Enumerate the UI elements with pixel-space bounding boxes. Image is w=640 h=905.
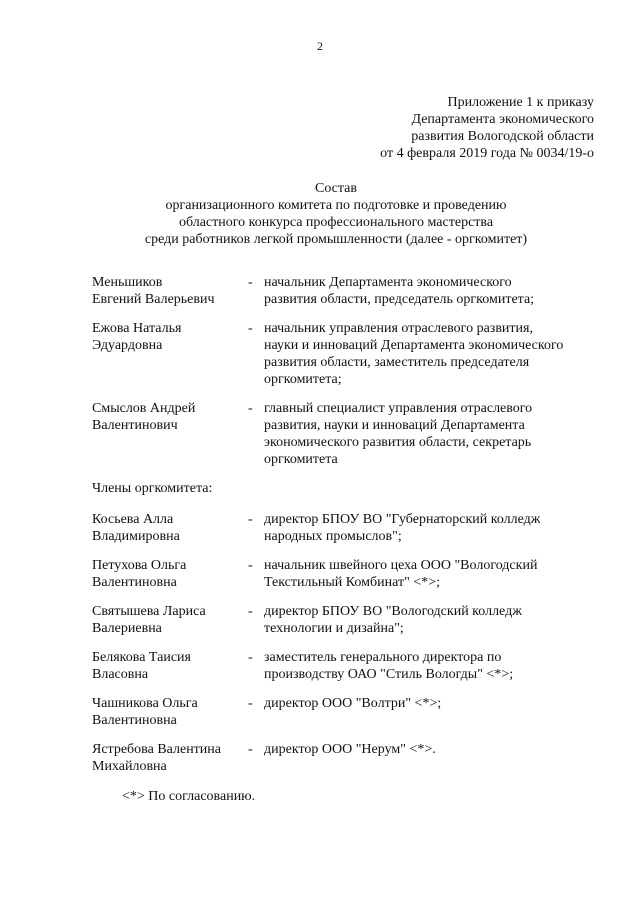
member-role-line: директор ООО "Нерум" <*>. [264, 742, 436, 757]
member-role [264, 741, 602, 775]
title-line: организационного комитета по подготовке и проведению [165, 198, 507, 213]
member-role [264, 603, 602, 637]
appendix-line: от 4 февраля 2019 года № 0034/19-о [380, 146, 594, 161]
member-role-line: директор ООО "Волтри" <*>; [264, 696, 442, 711]
member-role-line: народных промыслов"; [264, 529, 402, 544]
member-name [92, 320, 242, 388]
dash-separator: - [248, 742, 253, 757]
committee-row [92, 320, 602, 388]
member-role-line: развития области, председатель оргкомитета; [264, 292, 535, 307]
member-role-line: начальник швейного цеха ООО "Вологодский [264, 558, 538, 573]
member-name-line: Валентиновна [92, 575, 177, 590]
member-name-line: Белякова Таисия [92, 650, 191, 665]
member-role [264, 274, 602, 308]
member-name [92, 511, 242, 545]
member-role-line: экономического развития области, секретарь [264, 435, 532, 450]
committee-row [92, 649, 602, 683]
committee-row [92, 741, 602, 775]
dash-separator: - [248, 275, 253, 290]
member-name-line: Евгений Валерьевич [92, 292, 215, 307]
member-role-line: развития, науки и инноваций Департамента [264, 418, 525, 433]
members-section-label: Члены оргкомитета: [92, 481, 213, 496]
committee-row [92, 511, 602, 545]
member-name-line: Петухова Ольга [92, 558, 187, 573]
appendix-line: Приложение 1 к приказу [447, 95, 594, 110]
dash-separator: - [248, 696, 253, 711]
member-role [264, 511, 602, 545]
member-role-line: производству ОАО "Стиль Вологды" <*>; [264, 667, 514, 682]
member-role-line: Текстильный Комбинат" <*>; [264, 575, 440, 590]
member-role-line: оргкомитета; [264, 372, 342, 387]
member-name [92, 649, 242, 683]
title-line: среди работников легкой промышленности (далее - оргкомитет) [144, 232, 528, 247]
member-role [264, 557, 602, 591]
member-name-line: Косьева Алла [92, 512, 174, 527]
member-role [264, 320, 602, 388]
committee-row [92, 603, 602, 637]
member-name-line: Валериевна [92, 621, 162, 636]
member-name-line: Смыслов Андрей [92, 401, 196, 416]
member-name [92, 274, 242, 308]
committee-row [92, 557, 602, 591]
member-name-line: Валентиновна [92, 713, 177, 728]
dash-separator: - [248, 558, 253, 573]
dash-separator: - [248, 512, 253, 527]
member-name-line: Эдуардовна [92, 338, 163, 353]
member-role-line: директор БПОУ ВО "Вологодский колледж [264, 604, 522, 619]
member-name-line: Власовна [92, 667, 149, 682]
title-line: областного конкурса профессионального мастерства [178, 215, 494, 230]
member-name [92, 695, 242, 729]
member-name-line: Святышева Лариса [92, 604, 206, 619]
member-role [264, 400, 602, 468]
member-role [264, 695, 602, 729]
member-role-line: развития области, заместитель председателя [264, 355, 530, 370]
member-role-line: заместитель генерального директора по [264, 650, 502, 665]
committee-row [92, 400, 602, 468]
title-line: Состав [314, 181, 357, 196]
member-role-line: директор БПОУ ВО "Губернаторский колледж [264, 512, 541, 527]
dash-separator: - [248, 604, 253, 619]
dash-separator: - [248, 321, 253, 336]
committee-list [92, 274, 602, 787]
member-name-line: Ежова Наталья [92, 321, 182, 336]
member-role-line: начальник Департамента экономического [264, 275, 512, 290]
member-role-line: технологии и дизайна"; [264, 621, 404, 636]
member-role-line: науки и инноваций Департамента экономического [264, 338, 564, 353]
appendix-header [274, 94, 594, 162]
member-name [92, 557, 242, 591]
member-name-line: Меньшиков [92, 275, 163, 290]
committee-row [92, 274, 602, 308]
member-name [92, 741, 242, 775]
member-name-line: Чашникова Ольга [92, 696, 198, 711]
member-name-line: Владимировна [92, 529, 180, 544]
dash-separator: - [248, 401, 253, 416]
member-name [92, 603, 242, 637]
appendix-line: развития Вологодской области [411, 129, 594, 144]
member-role-line: оргкомитета [264, 452, 338, 467]
footnote: <*> По согласованию. [122, 789, 256, 804]
member-role-line: главный специалист управления отраслевого [264, 401, 533, 416]
document-title [0, 180, 640, 248]
member-name-line: Валентинович [92, 418, 178, 433]
member-name-line: Михайловна [92, 759, 167, 774]
dash-separator: - [248, 650, 253, 665]
member-name [92, 400, 242, 468]
member-name-line: Ястребова Валентина [92, 742, 222, 757]
page-number: 2 [317, 39, 323, 53]
member-role [264, 649, 602, 683]
committee-row [92, 695, 602, 729]
appendix-line: Департамента экономического [411, 112, 594, 127]
member-role-line: начальник управления отраслевого развития, [264, 321, 533, 336]
